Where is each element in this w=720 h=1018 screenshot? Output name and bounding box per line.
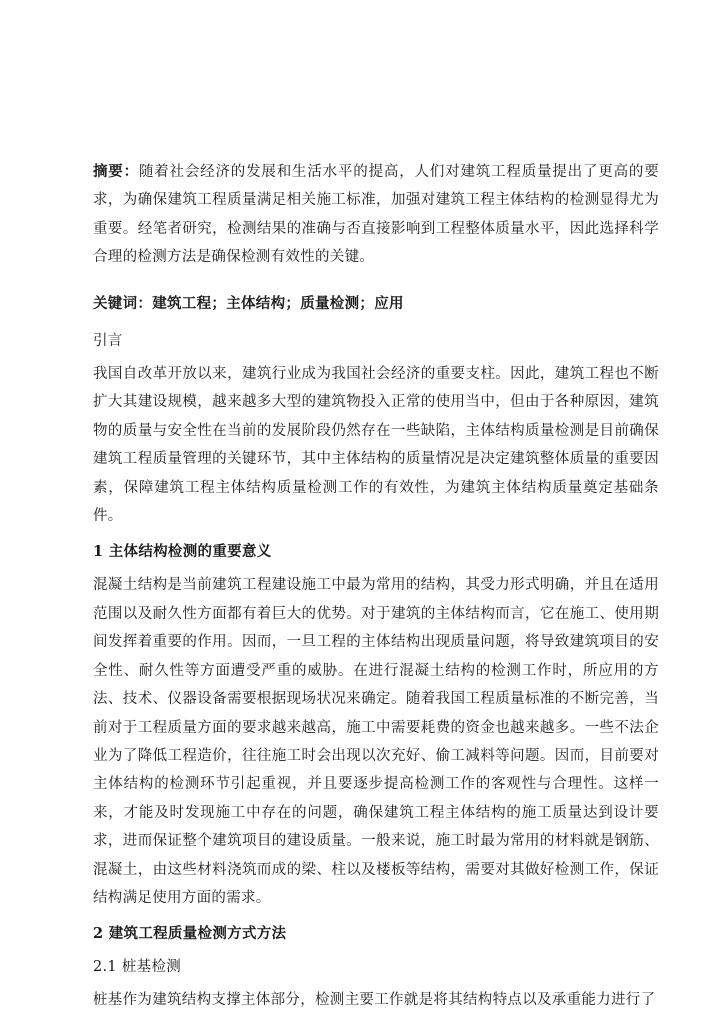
section2-1-paragraph: 桩基作为建筑结构支撑主体部分，检测主要工作就是将其结构特点以及承重能力进行了 bbox=[93, 992, 656, 1009]
section1-heading: 1 主体结构检测的重要意义 bbox=[93, 543, 272, 561]
section2-heading: 2 建筑工程质量检测方式方法 bbox=[93, 925, 287, 943]
document-body bbox=[93, 158, 659, 1015]
keywords-text: 建筑工程；主体结构；质量检测；应用 bbox=[152, 294, 404, 312]
section1-paragraph: 混凝土结构是当前建筑工程建设施工中最为常用的结构，其受力形式明确，并且在适用范围以及耐久性方面都有着巨大的优势。对于建筑的主体结构而言，它在施工、使用期间发挥着重要的作用。因而，一旦工程的主体结构出现质量问题，将导致建筑项目的安全性、耐久性等方面遭受严重的威胁。在进行混凝土结构的检测工作时，所应用的方法、技术、仪器设备需要根据现场状况来确定。随着我国工程质量标准的不断完善，当前对于工程质量方面的要求越来越高，施工中需要耗费的资金也越来越多。一些不法企业为了降低工程造价，往往施工时会出现以次充好、偷工减料等问题。因而，目前要对主体结构的检测环节引起重视，并且要逐步提高检测工作的客观性与合理性。这样一来，才能及时发现施工中存在的问题，确保建筑工程主体结构的施工质量达到设计要求，进而保证整个建筑项目的建设质量。一般来说，施工时最为常用的材料就是钢筋、混凝土，由这些材料浇筑而成的梁、柱以及楼板等结构，需要对其做好检测工作，保证结构满足使用方面的需求。 bbox=[93, 577, 659, 906]
intro-heading: 引言 bbox=[93, 333, 123, 350]
abstract-paragraph bbox=[93, 158, 659, 272]
abstract-label: 摘要： bbox=[93, 163, 139, 180]
section2-1-heading: 2.1 桩基检测 bbox=[93, 959, 182, 976]
keywords-label: 关键词： bbox=[93, 294, 153, 312]
abstract-text: 随着社会经济的发展和生活水平的提高，人们对建筑工程质量提出了更高的要求，为确保建筑工程质量满足相关施工标准，加强对建筑工程主体结构的检测显得尤为重要。经笔者研究，检测结果的准确与否直接影响到工程整体质量水平，因此选择科学合理的检测方法是确保检测有效性的关键。 bbox=[93, 164, 659, 266]
keywords-paragraph bbox=[93, 290, 659, 318]
intro-paragraph: 我国自改革开放以来，建筑行业成为我国社会经济的重要支柱。因此，建筑工程也不断扩大其建设规模，越来越多大型的建筑物投入正常的使用当中，但由于各种原因，建筑物的质量与安全性在当前的发展阶段仍然存在一些缺陷，主体结构质量检测是目前确保建筑工程质量管理的关键环节，其中主体结构的质量情况是决定建筑整体质量的重要因素，保障建筑工程主体结构质量检测工作的有效性，为建筑主体结构质量奠定基础条件。 bbox=[93, 366, 659, 525]
